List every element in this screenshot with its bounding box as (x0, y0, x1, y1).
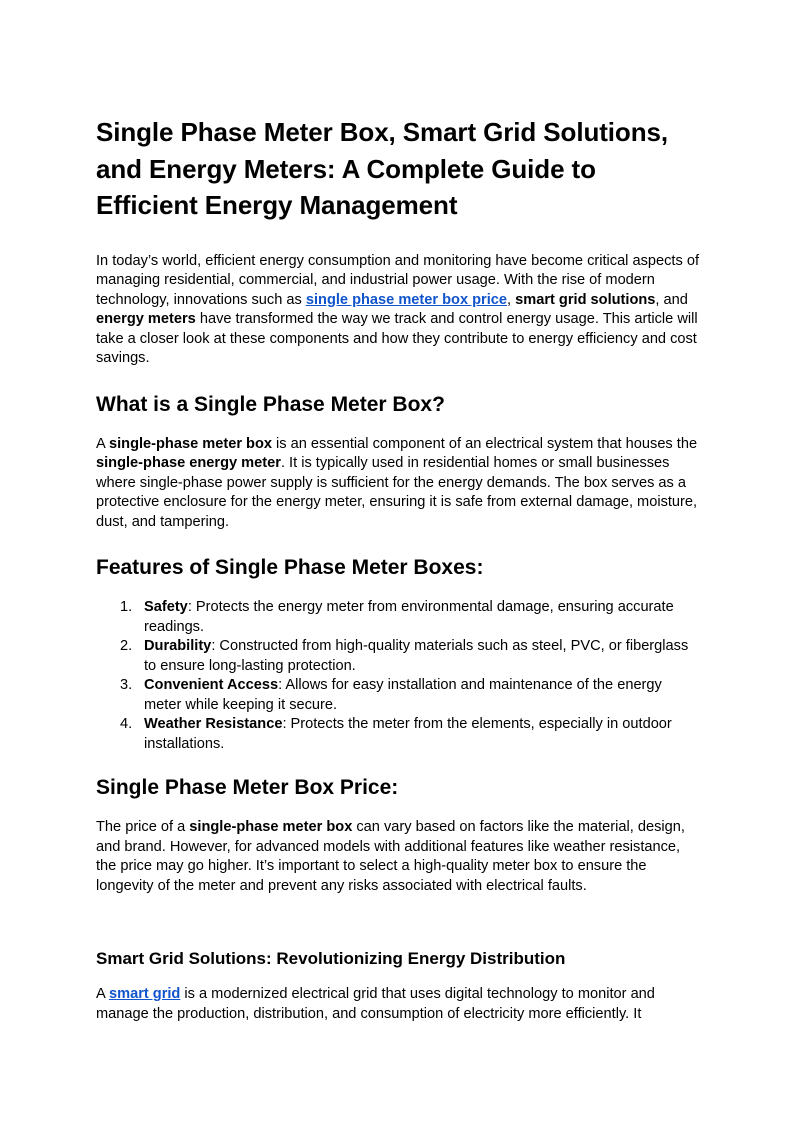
list-item (96, 715, 701, 754)
price-bold-1: single-phase meter box (189, 819, 353, 835)
intro-text-3: , and (655, 291, 688, 308)
smart-grid-link[interactable]: smart grid (108, 986, 181, 1002)
smartgrid-text-2: is a modernized electrical grid that uses digital technology to monitor and manage the production, distribution, and consumption of electricity more efficiently. It (96, 986, 655, 1022)
single-phase-meter-box-price-link[interactable]: single phase meter box price (305, 291, 508, 308)
price-text-2: can vary based on factors like the material, design, and brand. However, for advanced models with additional features like weather resistance, the price may go higher. It’s important to select a high-quality meter box to ensure the longevity of the meter and prevent any risks associated with electrical faults. (96, 819, 685, 894)
list-item (96, 637, 701, 676)
smartgrid-text-1: A (96, 986, 109, 1002)
sec1-bold-1: single-phase meter box (108, 435, 272, 452)
section-heading-features: Features of Single Phase Meter Boxes: (96, 556, 484, 579)
intro-text-4: have transformed the way we track and control energy usage. This article will take a closer look at these components and how they contribute to energy efficiency and cost savings. (96, 311, 698, 366)
features-list (96, 598, 701, 754)
section-heading-smart-grid: Smart Grid Solutions: Revolutionizing Energy Distribution (96, 949, 566, 968)
list-item-text: : Protects the energy meter from environmental damage, ensuring accurate readings. (144, 599, 674, 635)
list-number: 2. (120, 638, 133, 654)
list-item-text: : Protects the meter from the elements, especially in outdoor installations. (144, 716, 672, 752)
section-heading-price: Single Phase Meter Box Price: (96, 776, 399, 799)
list-item-text: : Allows for easy installation and maintenance of the energy meter while keeping it secure. (144, 677, 662, 713)
section-price-paragraph (96, 818, 701, 896)
list-item-label: Convenient Access (144, 677, 279, 693)
list-item (96, 676, 701, 715)
intro-bold-smart-grid: smart grid solutions (515, 291, 656, 308)
price-text-1: The price of a (96, 819, 190, 835)
list-item-label: Weather Resistance (144, 716, 283, 732)
intro-bold-energy-meters: energy meters (96, 311, 196, 327)
document-title: Single Phase Meter Box, Smart Grid Solutions, and Energy Meters: A Complete Guide to Efficient Energy Management (96, 117, 668, 220)
list-number: 1. (120, 599, 133, 615)
list-number: 3. (120, 677, 133, 693)
list-item-text: : Constructed from high-quality materials such as steel, PVC, or fiberglass to ensure long-lasting protection. (144, 638, 689, 674)
sec1-text-3: . It is typically used in residential homes or small businesses where single-phase power supply is sufficient for the energy demands. The box serves as a protective enclosure for the energy meter, ensuring it is safe from external damage, moisture, dust, and tampering. (96, 455, 698, 530)
sec1-bold-2: single-phase energy meter (96, 455, 281, 471)
section-heading-what-is: What is a Single Phase Meter Box? (96, 392, 445, 416)
list-item-label: Safety (144, 599, 188, 615)
sec1-text-1: A (96, 435, 109, 452)
section-what-is-paragraph (96, 435, 701, 533)
intro-text-1: In today’s world, efficient energy consumption and monitoring have become critical aspects of managing residential, commercial, and industrial power usage. With the rise of modern technology, innovations such as (96, 252, 699, 308)
intro-paragraph (96, 252, 701, 369)
list-number: 4. (120, 716, 133, 732)
sec1-text-2: is an essential component of an electrical system that houses the (272, 435, 698, 452)
list-item (96, 598, 701, 637)
list-item-label: Durability (144, 638, 212, 654)
section-smart-grid-paragraph (96, 985, 701, 1024)
intro-text-2: , (507, 291, 516, 308)
